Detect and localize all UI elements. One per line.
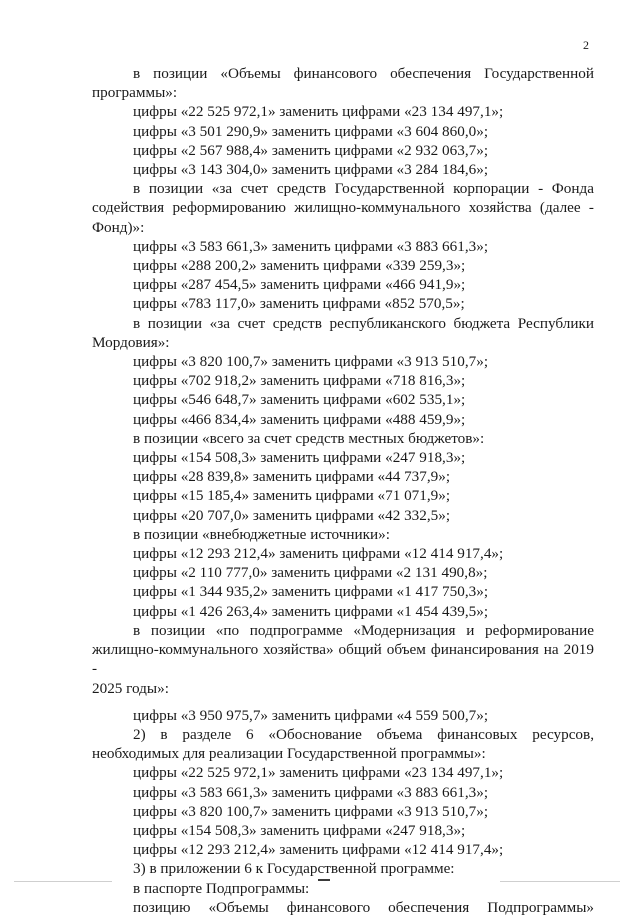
paragraph-line: в паспорте Подпрограммы: xyxy=(133,879,310,897)
paragraph-line: цифры «15 185,4» заменить цифрами «71 071,9»; xyxy=(133,487,451,505)
paragraph-line: 2025 годы»: xyxy=(92,679,169,697)
paragraph-line: цифры «702 918,2» заменить цифрами «718 816,3»; xyxy=(133,372,466,390)
paragraph-line: цифры «466 834,4» заменить цифрами «488 459,9»; xyxy=(133,410,466,428)
paragraph-line: цифры «22 525 972,1» заменить цифрами «23 134 497,1»; xyxy=(133,103,504,121)
paragraph-line: цифры «154 508,3» заменить цифрами «247 918,3»; xyxy=(133,821,466,839)
paragraph-line: цифры «1 426 263,4» заменить цифрами «1 454 439,5»; xyxy=(133,602,489,620)
document-body xyxy=(92,64,594,917)
paragraph-line: цифры «1 344 935,2» заменить цифрами «1 417 750,3»; xyxy=(133,583,489,601)
paragraph-line: цифры «3 143 304,0» заменить цифрами «3 284 184,6»; xyxy=(133,161,489,179)
paragraph-line: цифры «3 820 100,7» заменить цифрами «3 913 510,7»; xyxy=(133,353,489,371)
page-number: 2 xyxy=(583,38,589,52)
paragraph-line: жилищно-коммунального хозяйства» общий объем финансирования на 2019 - xyxy=(92,641,594,678)
paragraph-line: цифры «12 293 212,4» заменить цифрами «12 414 917,4»; xyxy=(133,841,504,859)
paragraph-line: цифры «20 707,0» заменить цифрами «42 332,5»; xyxy=(133,506,451,524)
paragraph-line: в позиции «за счет средств Государственной корпорации - Фонда xyxy=(133,180,594,198)
paragraph-line: цифры «3 820 100,7» заменить цифрами «3 913 510,7»; xyxy=(133,802,489,820)
paragraph-line: цифры «288 200,2» заменить цифрами «339 259,3»; xyxy=(133,257,466,275)
scan-artifact-line xyxy=(14,881,112,882)
paragraph-line: цифры «3 501 290,9» заменить цифрами «3 604 860,0»; xyxy=(133,122,489,140)
paragraph-line: Фонд)»: xyxy=(92,218,145,236)
paragraph-line: Мордовия»: xyxy=(92,333,170,351)
paragraph-line: позицию «Объемы финансового обеспечения Подпрограммы» xyxy=(133,898,594,916)
paragraph-line: 3) в приложении 6 к Государственной программе: xyxy=(133,860,455,878)
paragraph-line: цифры «2 567 988,4» заменить цифрами «2 932 063,7»; xyxy=(133,141,489,159)
scan-artifact-dash xyxy=(318,879,330,881)
paragraph-line: в позиции «по подпрограмме «Модернизация и реформирование xyxy=(133,621,594,639)
scan-artifact-line xyxy=(500,881,620,882)
paragraph-line: цифры «2 110 777,0» заменить цифрами «2 131 490,8»; xyxy=(133,564,488,582)
paragraph-line: в позиции «всего за счет средств местных бюджетов»: xyxy=(133,429,485,447)
paragraph-line: цифры «154 508,3» заменить цифрами «247 918,3»; xyxy=(133,449,466,467)
paragraph-line: в позиции «за счет средств республиканского бюджета Республики xyxy=(133,314,594,332)
paragraph-line: в позиции «Объемы финансового обеспечения Государственной xyxy=(133,65,594,82)
paragraph-line: цифры «28 839,8» заменить цифрами «44 737,9»; xyxy=(133,468,451,486)
paragraph-line: в позиции «внебюджетные источники»: xyxy=(133,525,390,543)
paragraph-line: содействия реформированию жилищно-коммунального хозяйства (далее - xyxy=(92,199,594,217)
paragraph-line: 2) в разделе 6 «Обоснование объема финансовых ресурсов, xyxy=(133,725,594,743)
paragraph-line: программы»: xyxy=(92,84,178,102)
paragraph-line: цифры «22 525 972,1» заменить цифрами «23 134 497,1»; xyxy=(133,764,504,782)
paragraph-line: цифры «3 583 661,3» заменить цифрами «3 883 661,3»; xyxy=(133,237,489,255)
paragraph-line: цифры «12 293 212,4» заменить цифрами «12 414 917,4»; xyxy=(133,545,504,563)
paragraph-line: цифры «783 117,0» заменить цифрами «852 570,5»; xyxy=(133,295,465,313)
paragraph-line: цифры «546 648,7» заменить цифрами «602 535,1»; xyxy=(133,391,466,409)
paragraph-line: цифры «287 454,5» заменить цифрами «466 941,9»; xyxy=(133,276,466,294)
paragraph-line: необходимых для реализации Государственной программы»: xyxy=(92,745,486,763)
paragraph-line: цифры «3 583 661,3» заменить цифрами «3 883 661,3»; xyxy=(133,783,489,801)
paragraph-line: цифры «3 950 975,7» заменить цифрами «4 559 500,7»; xyxy=(133,706,489,724)
